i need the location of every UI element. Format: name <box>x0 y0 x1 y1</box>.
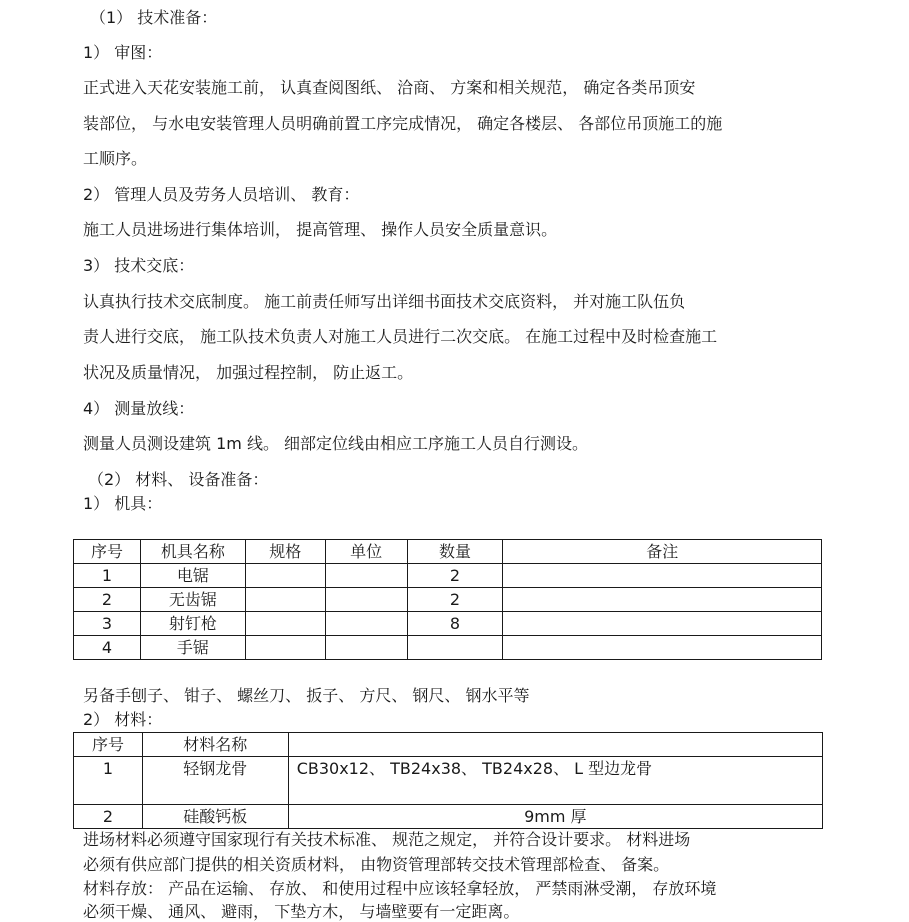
table-cell: 射钉枪 <box>140 612 245 636</box>
header-cell: 序号 <box>74 733 143 757</box>
table-cell: 1 <box>74 757 143 805</box>
table-cell <box>325 612 407 636</box>
paragraph-line: 装部位， 与水电安装管理人员明确前置工序完成情况， 确定各楼层、 各部位吊顶施工的施 <box>83 114 723 133</box>
table-cell: CB30x12、 TB24x38、 TB24x28、 L 型边龙骨 <box>288 757 822 805</box>
paragraph-line: 正式进入天花安装施工前， 认真查阅图纸、 洽商、 方案和相关规范， 确定各类吊顶安 <box>83 78 696 97</box>
table-cell: 4 <box>74 636 141 660</box>
table-cell <box>503 612 822 636</box>
header-cell: 规格 <box>245 540 325 564</box>
table-cell <box>503 636 822 660</box>
table-cell: 轻钢龙骨 <box>142 757 288 805</box>
table-header-row <box>74 733 823 757</box>
paragraph-line: 工顺序。 <box>83 149 148 168</box>
header-cell: 材料名称 <box>142 733 288 757</box>
table-cell: 2 <box>74 588 141 612</box>
table-cell <box>503 588 822 612</box>
table-cell: 1 <box>74 564 141 588</box>
subheading-surveying: 4） 测量放线： <box>83 399 195 418</box>
table-cell <box>245 636 325 660</box>
table-row <box>74 612 822 636</box>
table-cell <box>245 564 325 588</box>
section-heading-tech-prep: （1） 技术准备： <box>90 8 218 27</box>
table-cell <box>325 564 407 588</box>
materials-table <box>73 732 823 829</box>
table-cell: 2 <box>407 564 503 588</box>
header-cell <box>288 733 822 757</box>
header-cell: 单位 <box>325 540 407 564</box>
table-cell <box>245 612 325 636</box>
header-cell: 备注 <box>503 540 822 564</box>
table-row <box>74 636 822 660</box>
table-cell <box>245 588 325 612</box>
table-cell: 2 <box>407 588 503 612</box>
section-heading-materials-equipment: （2） 材料、 设备准备： <box>88 470 269 489</box>
subheading-technical-briefing: 3） 技术交底： <box>83 256 195 275</box>
paragraph-line: 进场材料必须遵守国家现行有关技术标准、 规范之规定， 并符合设计要求。 材料进场 <box>83 830 691 849</box>
extra-tools-note: 另备手刨子、 钳子、 螺丝刀、 扳子、 方尺、 钢尺、 钢水平等 <box>83 686 530 705</box>
table-cell: 无齿锯 <box>140 588 245 612</box>
table-cell: 3 <box>74 612 141 636</box>
subheading-tools: 1） 机具： <box>83 494 163 513</box>
header-cell: 序号 <box>74 540 141 564</box>
table-cell: 硅酸钙板 <box>142 805 288 829</box>
paragraph-line: 认真执行技术交底制度。 施工前责任师写出详细书面技术交底资料， 并对施工队伍负 <box>83 292 686 311</box>
table-row <box>74 564 822 588</box>
table-row <box>74 805 823 829</box>
table-cell <box>503 564 822 588</box>
paragraph-line: 必须干燥、 通风、 避雨， 下垫方木， 与墙壁要有一定距离。 <box>83 902 520 921</box>
table-cell <box>325 636 407 660</box>
table-row <box>74 588 822 612</box>
table-cell: 2 <box>74 805 143 829</box>
table-cell: 9mm 厚 <box>288 805 822 829</box>
subheading-review-drawings: 1） 审图： <box>83 43 163 62</box>
header-cell: 机具名称 <box>140 540 245 564</box>
table-cell: 电锯 <box>140 564 245 588</box>
paragraph-line: 必须有供应部门提供的相关资质材料， 由物资管理部转交技术管理部检查、 备案。 <box>83 855 670 874</box>
tools-table <box>73 539 822 660</box>
subheading-materials: 2） 材料： <box>83 710 163 729</box>
paragraph-line: 施工人员进场进行集体培训， 提高管理、 操作人员安全质量意识。 <box>83 220 558 239</box>
table-row <box>74 757 823 805</box>
table-cell: 手锯 <box>140 636 245 660</box>
header-cell: 数量 <box>407 540 503 564</box>
subheading-training: 2） 管理人员及劳务人员培训、 教育： <box>83 185 360 204</box>
paragraph-line: 状况及质量情况， 加强过程控制， 防止返工。 <box>83 363 414 382</box>
paragraph-line: 责人进行交底， 施工队技术负责人对施工人员进行二次交底。 在施工过程中及时检查施工 <box>83 327 718 346</box>
paragraph-line: 测量人员测设建筑 1m 线。 细部定位线由相应工序施工人员自行测设。 <box>83 434 589 453</box>
table-cell <box>325 588 407 612</box>
paragraph-line: 材料存放： 产品在运输、 存放、 和使用过程中应该轻拿轻放， 严禁雨淋受潮， 存放环境 <box>83 879 717 898</box>
table-cell <box>407 636 503 660</box>
table-cell: 8 <box>407 612 503 636</box>
table-header-row <box>74 540 822 564</box>
